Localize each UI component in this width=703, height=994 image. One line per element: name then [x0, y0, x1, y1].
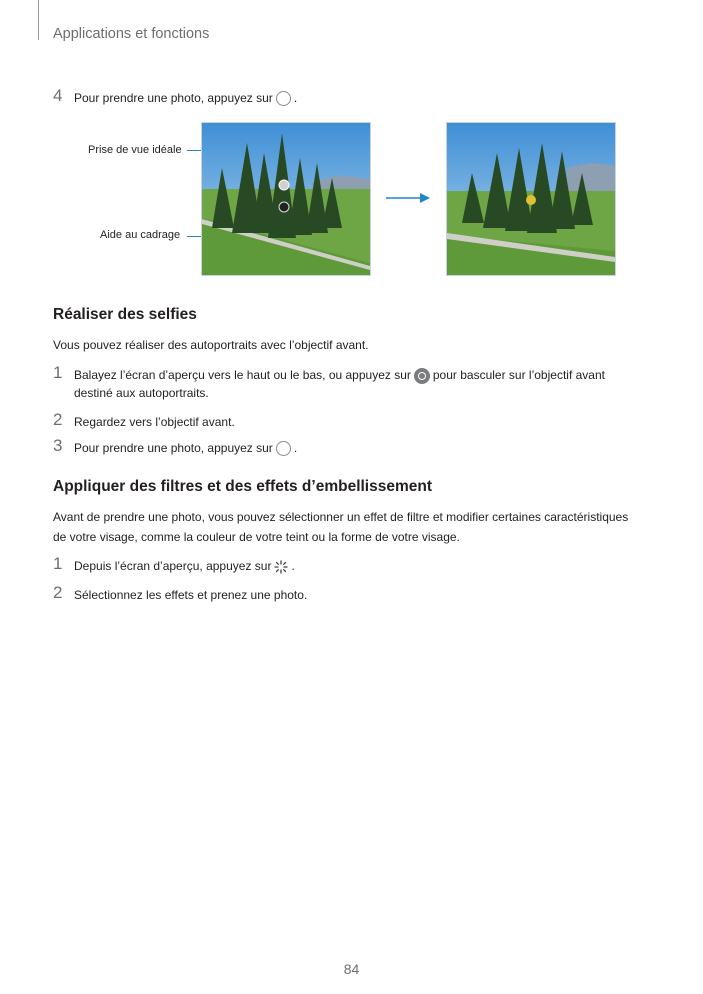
camera-preview-before [201, 122, 371, 276]
callout-ideal-shot: Prise de vue idéale [88, 144, 182, 156]
callout-framing-aid: Aide au cadrage [100, 229, 181, 241]
section-heading-filters: Appliquer des filtres et des effets d’embellissement [53, 478, 433, 495]
step-number: 4 [53, 86, 63, 105]
filters-intro: Avant de prendre une photo, vous pouvez sélectionner un effet de filtre et modifier certaines caractéristiques de votre visage, comme la couleur de votre teint ou la forme de votre visage. [53, 510, 629, 544]
step-text: Pour prendre une photo, appuyez sur [74, 91, 273, 105]
right-arrow-icon [386, 191, 430, 205]
shutter-button-icon [276, 441, 291, 456]
section-heading-selfies: Réaliser des selfies [53, 306, 197, 323]
header-rule [38, 0, 39, 40]
shutter-button-icon [276, 91, 291, 106]
selfies-intro: Vous pouvez réaliser des autoportraits avec l’objectif avant. [53, 338, 369, 352]
camera-preview-after [446, 122, 616, 276]
switch-camera-icon [414, 368, 430, 384]
page-header: Applications et fonctions [53, 26, 210, 42]
filter-sparkle-icon [274, 560, 288, 574]
page-number: 84 [343, 961, 360, 977]
